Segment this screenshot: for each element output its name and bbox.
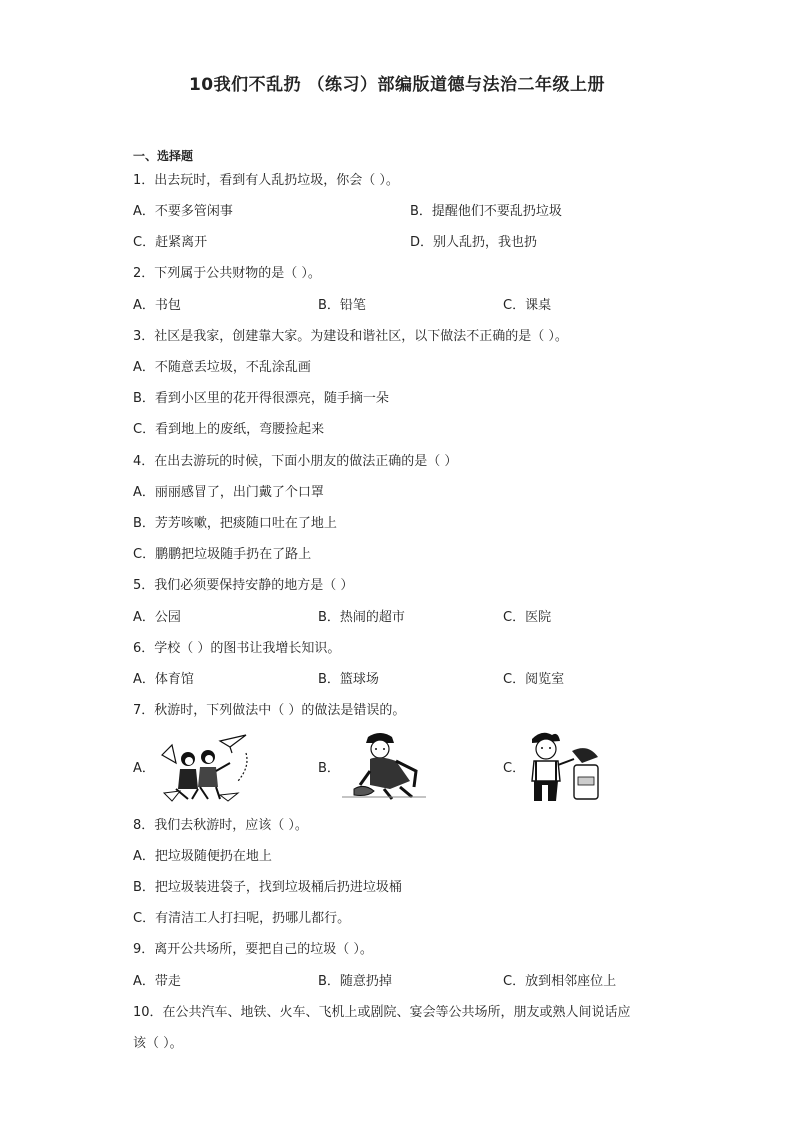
q2-option-a[interactable]: A．书包 (133, 298, 181, 313)
question-8: 8．我们去秋游时，应该（ ）。 (133, 818, 308, 833)
q7-option-a[interactable]: A． (133, 761, 155, 776)
q3-option-c[interactable]: C．看到地上的废纸，弯腰捡起来 (133, 422, 325, 437)
kids-paper-planes-illustration (158, 733, 256, 803)
q8-option-b[interactable]: B．把垃圾装进袋子，找到垃圾桶后扔进垃圾桶 (133, 880, 402, 895)
q4-option-a[interactable]: A．丽丽感冒了，出门戴了个口罩 (133, 485, 324, 500)
question-10-continued: 该（ ）。 (133, 1036, 183, 1051)
question-10: 10．在公共汽车、地铁、火车、飞机上或剧院、宴会等公共场所，朋友或熟人间说话应 (133, 1005, 631, 1020)
q9-option-a[interactable]: A．带走 (133, 974, 181, 989)
q6-option-c[interactable]: C．阅览室 (503, 672, 565, 687)
question-5: 5．我们必须要保持安静的地方是（ ） (133, 578, 354, 593)
q1-option-a[interactable]: A．不要多管闲事 (133, 204, 233, 219)
q6-option-a[interactable]: A．体育馆 (133, 672, 194, 687)
question-1: 1．出去玩时，看到有人乱扔垃圾，你会（ ）。 (133, 173, 399, 188)
q5-option-a[interactable]: A．公园 (133, 610, 181, 625)
q4-option-b[interactable]: B．芳芳咳嗽，把痰随口吐在了地上 (133, 516, 337, 531)
question-2: 2．下列属于公共财物的是（ ）。 (133, 266, 321, 281)
question-6: 6．学校（ ）的图书让我增长知识。 (133, 641, 341, 656)
q3-option-b[interactable]: B．看到小区里的花开得很漂亮，随手摘一朵 (133, 391, 389, 406)
question-4: 4．在出去游玩的时候，下面小朋友的做法正确的是（ ） (133, 454, 458, 469)
question-7: 7．秋游时，下列做法中（ ）的做法是错误的。 (133, 703, 406, 718)
page-title: 10我们不乱扔 （练习）部编版道德与法治二年级上册 (188, 75, 606, 95)
q1-option-d[interactable]: D．别人乱扔，我也扔 (410, 235, 538, 250)
q7-option-b[interactable]: B． (318, 761, 340, 776)
question-9: 9．离开公共场所，要把自己的垃圾（ ）。 (133, 942, 373, 957)
boy-picking-litter-illustration (340, 731, 428, 801)
q9-option-b[interactable]: B．随意扔掉 (318, 974, 392, 989)
q4-option-c[interactable]: C．鹏鹏把垃圾随手扔在了路上 (133, 547, 312, 562)
q6-option-b[interactable]: B．篮球场 (318, 672, 379, 687)
q2-option-b[interactable]: B．铅笔 (318, 298, 366, 313)
q5-option-b[interactable]: B．热闹的超市 (318, 610, 405, 625)
boy-using-trash-bin-illustration (522, 729, 604, 805)
q3-option-a[interactable]: A．不随意丢垃圾，不乱涂乱画 (133, 360, 311, 375)
q9-option-c[interactable]: C．放到相邻座位上 (503, 974, 617, 989)
question-3: 3．社区是我家，创建靠大家。为建设和谐社区，以下做法不正确的是（ ）。 (133, 329, 568, 344)
q2-option-c[interactable]: C．课桌 (503, 298, 552, 313)
q7-option-c[interactable]: C． (503, 761, 526, 776)
q8-option-c[interactable]: C．有清洁工人打扫呢，扔哪儿都行。 (133, 911, 351, 926)
q5-option-c[interactable]: C．医院 (503, 610, 552, 625)
section-heading: 一、选择题 (133, 149, 194, 163)
q1-option-b[interactable]: B．提醒他们不要乱扔垃圾 (410, 204, 562, 219)
q1-option-c[interactable]: C．赶紧离开 (133, 235, 208, 250)
q8-option-a[interactable]: A．把垃圾随便扔在地上 (133, 849, 272, 864)
